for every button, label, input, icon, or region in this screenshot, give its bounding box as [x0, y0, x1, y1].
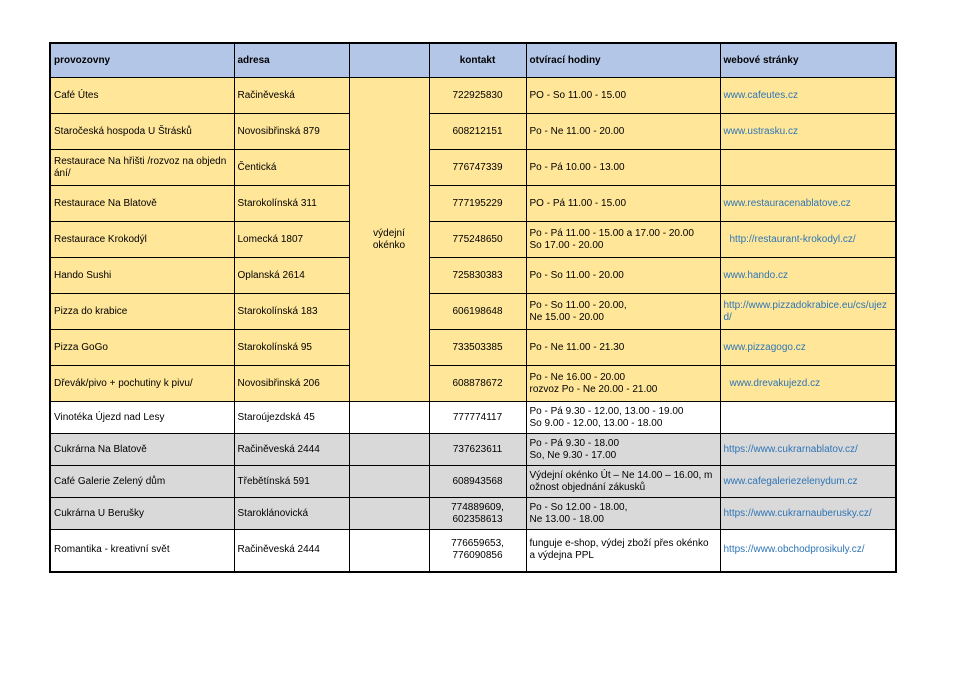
venue-hours: Po - So 12.00 - 18.00, Ne 13.00 - 18.00	[526, 498, 720, 530]
venue-name: Restaurace Krokodýl	[50, 222, 234, 258]
venue-address: Starokolínská 183	[234, 294, 349, 330]
empty-cell	[349, 498, 429, 530]
venue-website	[720, 402, 896, 434]
venue-name: Cukrárna U Berušky	[50, 498, 234, 530]
table-row	[50, 498, 896, 530]
venue-address: Oplanská 2614	[234, 258, 349, 294]
venue-address: Starokolínská 95	[234, 330, 349, 366]
venue-name: Café Útes	[50, 78, 234, 114]
venue-contact: 722925830	[429, 78, 526, 114]
website-link[interactable]: https://www.obchodprosikuly.cz/	[723, 544, 865, 556]
venue-website[interactable]	[720, 434, 896, 466]
website-link[interactable]: https://www.cukrarnauberusky.cz/	[723, 507, 872, 519]
venue-address: Třebětínská 591	[234, 466, 349, 498]
venue-contact: 776747339	[429, 150, 526, 186]
website-link[interactable]: www.restauracenablatove.cz	[723, 197, 851, 209]
venue-hours: Po - Pá 10.00 - 13.00	[526, 150, 720, 186]
table-row	[50, 114, 896, 150]
table-row	[50, 186, 896, 222]
venue-website[interactable]	[720, 186, 896, 222]
table-row	[50, 366, 896, 402]
table-row	[50, 530, 896, 572]
venue-contact: 608943568	[429, 466, 526, 498]
table-row	[50, 78, 896, 114]
venue-address: Račiněveská 2444	[234, 434, 349, 466]
venue-address: Novosibřinská 206	[234, 366, 349, 402]
venue-hours: funguje e-shop, výdej zboží přes okénko a výdejna PPL	[526, 530, 720, 572]
venue-address: Novosibřinská 879	[234, 114, 349, 150]
venue-address: Lomecká 1807	[234, 222, 349, 258]
venue-address: Starokolínská 311	[234, 186, 349, 222]
table-row	[50, 294, 896, 330]
venue-address: Staroújezdská 45	[234, 402, 349, 434]
venue-contact: 608212151	[429, 114, 526, 150]
venue-hours: PO - Pá 11.00 - 15.00	[526, 186, 720, 222]
venue-hours: Po - So 11.00 - 20.00	[526, 258, 720, 294]
empty-cell	[349, 530, 429, 572]
venue-contact: 777774117	[429, 402, 526, 434]
venue-address: Račiněveská	[234, 78, 349, 114]
website-link[interactable]: https://www.cukrarnablatov.cz/	[723, 443, 858, 455]
venue-contact: 725830383	[429, 258, 526, 294]
header-adresa: adresa	[234, 43, 349, 78]
venue-contact: 737623611	[429, 434, 526, 466]
table-row	[50, 222, 896, 258]
venue-hours: Po - Ne 11.00 - 21.30	[526, 330, 720, 366]
website-link[interactable]: www.drevakujezd.cz	[729, 377, 821, 389]
takeaway-window-note: výdejní okénko	[349, 78, 429, 402]
venue-address: Staroklánovická	[234, 498, 349, 530]
venue-website[interactable]	[720, 222, 896, 258]
empty-cell	[349, 434, 429, 466]
header-provozovny: provozovny	[50, 43, 234, 78]
venue-contact: 733503385	[429, 330, 526, 366]
table-row	[50, 434, 896, 466]
venue-name: Staročeská hospoda U Štrásků	[50, 114, 234, 150]
venue-name: Restaurace Na Blatově	[50, 186, 234, 222]
venue-hours: Výdejní okénko Út – Ne 14.00 – 16.00, možnost objednání zákusků	[526, 466, 720, 498]
venue-name: Vinotéka Újezd nad Lesy	[50, 402, 234, 434]
venue-contact: 608878672	[429, 366, 526, 402]
venue-name: Pizza GoGo	[50, 330, 234, 366]
empty-cell	[349, 402, 429, 434]
venues-table	[49, 42, 897, 573]
header-blank	[349, 43, 429, 78]
website-link[interactable]: http://restaurant-krokodyl.cz/	[729, 233, 856, 245]
website-link[interactable]: www.ustrasku.cz	[723, 125, 798, 137]
header-row	[50, 43, 896, 78]
venue-hours: Po - Ne 16.00 - 20.00 rozvoz Po - Ne 20.00 - 21.00	[526, 366, 720, 402]
table-body	[50, 78, 896, 572]
table-row	[50, 466, 896, 498]
venue-hours: Po - Pá 9.30 - 18.00 So, Ne 9.30 - 17.00	[526, 434, 720, 466]
venue-name: Hando Sushi	[50, 258, 234, 294]
venue-hours: Po - So 11.00 - 20.00, Ne 15.00 - 20.00	[526, 294, 720, 330]
venue-website[interactable]	[720, 530, 896, 572]
venue-website[interactable]	[720, 258, 896, 294]
header-web: webové stránky	[720, 43, 896, 78]
venue-website[interactable]	[720, 294, 896, 330]
venue-website[interactable]	[720, 78, 896, 114]
venue-hours: Po - Pá 9.30 - 12.00, 13.00 - 19.00 So 9.00 - 12.00, 13.00 - 18.00	[526, 402, 720, 434]
venue-contact: 774889609, 602358613	[429, 498, 526, 530]
venue-address: Čentická	[234, 150, 349, 186]
venue-hours: PO - So 11.00 - 15.00	[526, 78, 720, 114]
venue-website[interactable]	[720, 114, 896, 150]
venue-contact: 777195229	[429, 186, 526, 222]
venue-website[interactable]	[720, 466, 896, 498]
table-row	[50, 150, 896, 186]
venue-contact: 775248650	[429, 222, 526, 258]
venue-name: Pizza do krabice	[50, 294, 234, 330]
website-link[interactable]: www.cafeutes.cz	[723, 89, 798, 101]
table-row	[50, 402, 896, 434]
venue-website[interactable]	[720, 498, 896, 530]
header-kontakt: kontakt	[429, 43, 526, 78]
venue-address: Račiněveská 2444	[234, 530, 349, 572]
venue-name: Café Galerie Zelený dům	[50, 466, 234, 498]
venue-website[interactable]	[720, 366, 896, 402]
website-link[interactable]: www.cafegaleriezelenydum.cz	[723, 475, 858, 487]
table-row	[50, 330, 896, 366]
empty-cell	[349, 466, 429, 498]
table-row	[50, 258, 896, 294]
venue-hours: Po - Pá 11.00 - 15.00 a 17.00 - 20.00 So 17.00 - 20.00	[526, 222, 720, 258]
venue-name: Romantika - kreativní svět	[50, 530, 234, 572]
venue-contact: 606198648	[429, 294, 526, 330]
venue-website	[720, 150, 896, 186]
venue-name: Dřevák/pivo + pochutiny k pivu/	[50, 366, 234, 402]
website-link[interactable]: www.pizzagogo.cz	[723, 341, 806, 353]
header-hodiny: otvírací hodiny	[526, 43, 720, 78]
venue-name: Restaurace Na hřišti /rozvoz na objednání/	[50, 150, 234, 186]
venue-hours: Po - Ne 11.00 - 20.00	[526, 114, 720, 150]
venue-contact: 776659653, 776090856	[429, 530, 526, 572]
website-link[interactable]: www.hando.cz	[723, 269, 788, 281]
venue-name: Cukrárna Na Blatově	[50, 434, 234, 466]
website-link[interactable]: http://www.pizzadokrabice.eu/cs/ujezd/	[723, 299, 887, 323]
venue-website[interactable]	[720, 330, 896, 366]
